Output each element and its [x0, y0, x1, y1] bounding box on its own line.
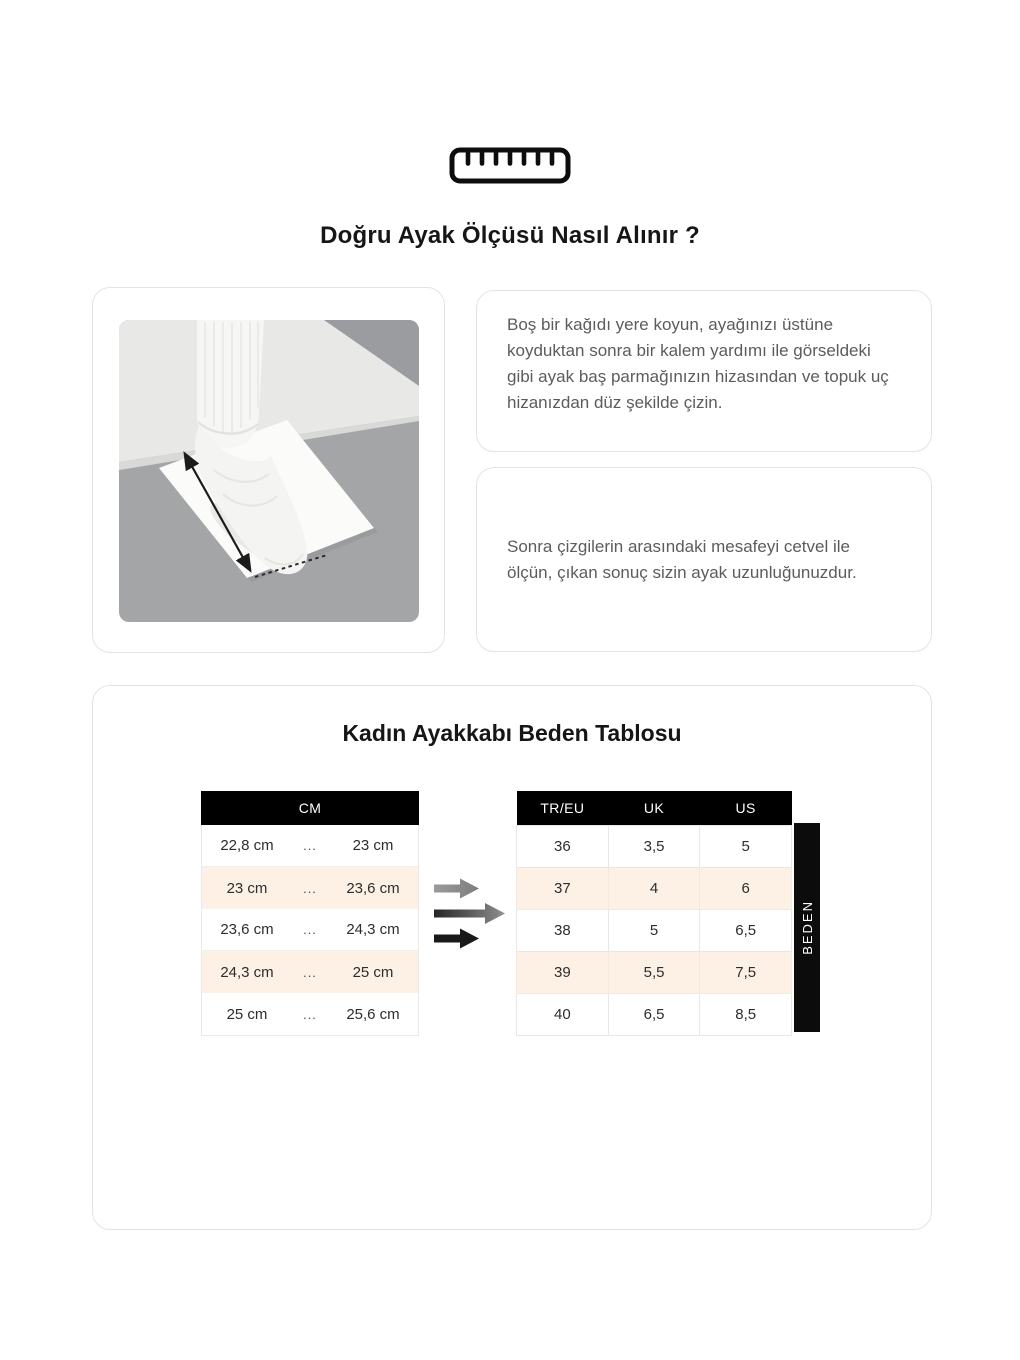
cm-table-body: [201, 825, 419, 1036]
cm-range-separator: ...: [303, 922, 317, 937]
cm-range-from: 25 cm: [226, 1005, 268, 1023]
foot-measurement-photo: [119, 320, 419, 622]
size-table-card: [92, 685, 932, 1230]
size-cell-us: 7,5: [700, 951, 792, 993]
size-cell-us: 6: [700, 867, 792, 909]
size-cell-treu: 39: [517, 951, 609, 993]
instruction-box-1: [476, 290, 932, 452]
cm-range-separator: ...: [303, 880, 317, 896]
cm-range-from: 23,6 cm: [220, 921, 274, 938]
transfer-arrows-icon: [432, 876, 508, 950]
size-cell-us: 8,5: [700, 993, 792, 1035]
size-table: [516, 791, 792, 1036]
cm-range-from: 22,8 cm: [220, 837, 274, 854]
page-title: Doğru Ayak Ölçüsü Nasıl Alınır ?: [320, 222, 700, 249]
size-table-row: [517, 867, 792, 909]
size-table-row: [517, 951, 792, 993]
size-cell-uk: 6,5: [608, 993, 700, 1035]
size-cell-uk: 3,5: [608, 825, 700, 867]
size-table-header-us: US: [700, 791, 792, 825]
cm-range-to: 23,6 cm: [346, 879, 400, 897]
size-cell-treu: 38: [517, 909, 609, 951]
cm-range-separator: ...: [303, 1006, 317, 1022]
size-cell-uk: 4: [608, 867, 700, 909]
cm-range-to: 25,6 cm: [346, 1005, 400, 1023]
size-table-header-treu: TR/EU: [517, 791, 609, 825]
size-table-row: [517, 909, 792, 951]
size-table-header-uk: UK: [608, 791, 700, 825]
cm-range-separator: ...: [303, 964, 317, 980]
beden-label-text: BEDEN: [799, 900, 815, 955]
size-table-row: [517, 825, 792, 867]
size-cell-us: 5: [700, 825, 792, 867]
cm-range-separator: ...: [303, 838, 317, 853]
size-cell-treu: 37: [517, 867, 609, 909]
measurement-photo-card: [92, 287, 445, 653]
cm-range-from: 23 cm: [226, 879, 268, 897]
cm-table-row: [202, 825, 418, 867]
cm-table-header: CM: [201, 791, 419, 825]
size-section-title: Kadın Ayakkabı Beden Tablosu: [342, 720, 682, 746]
size-table-row: [517, 993, 792, 1035]
size-table-header-row: [517, 791, 792, 825]
size-cell-uk: 5: [608, 909, 700, 951]
cm-range-to: 23 cm: [352, 837, 394, 854]
cm-table-row: [202, 951, 418, 993]
cm-range-from: 24,3 cm: [220, 963, 274, 981]
cm-table-row: [202, 909, 418, 951]
cm-table-row: [202, 867, 418, 909]
instruction-step-2: Sonra çizgilerin arasındaki mesafeyi cetvel ile ölçün, çıkan sonuç sizin ayak uzunluğunuzdur.: [507, 536, 857, 582]
cm-range-to: 25 cm: [352, 963, 394, 981]
cm-table: [201, 791, 419, 1036]
size-cell-uk: 5,5: [608, 951, 700, 993]
instruction-box-2: [476, 467, 932, 652]
cm-table-row: [202, 993, 418, 1035]
size-cell-us: 6,5: [700, 909, 792, 951]
size-cell-treu: 36: [517, 825, 609, 867]
ruler-icon: [0, 147, 1020, 184]
cm-range-to: 24,3 cm: [346, 921, 400, 938]
beden-side-label: [794, 823, 820, 1032]
size-cell-treu: 40: [517, 993, 609, 1035]
instruction-step-1: Boş bir kağıdı yere koyun, ayağınızı üstüne koyduktan sonra bir kalem yardımı ile görseldeki gibi ayak baş parmağınızın hizasından ve topuk uç hizanızdan düz şekilde çizin.: [507, 315, 889, 412]
